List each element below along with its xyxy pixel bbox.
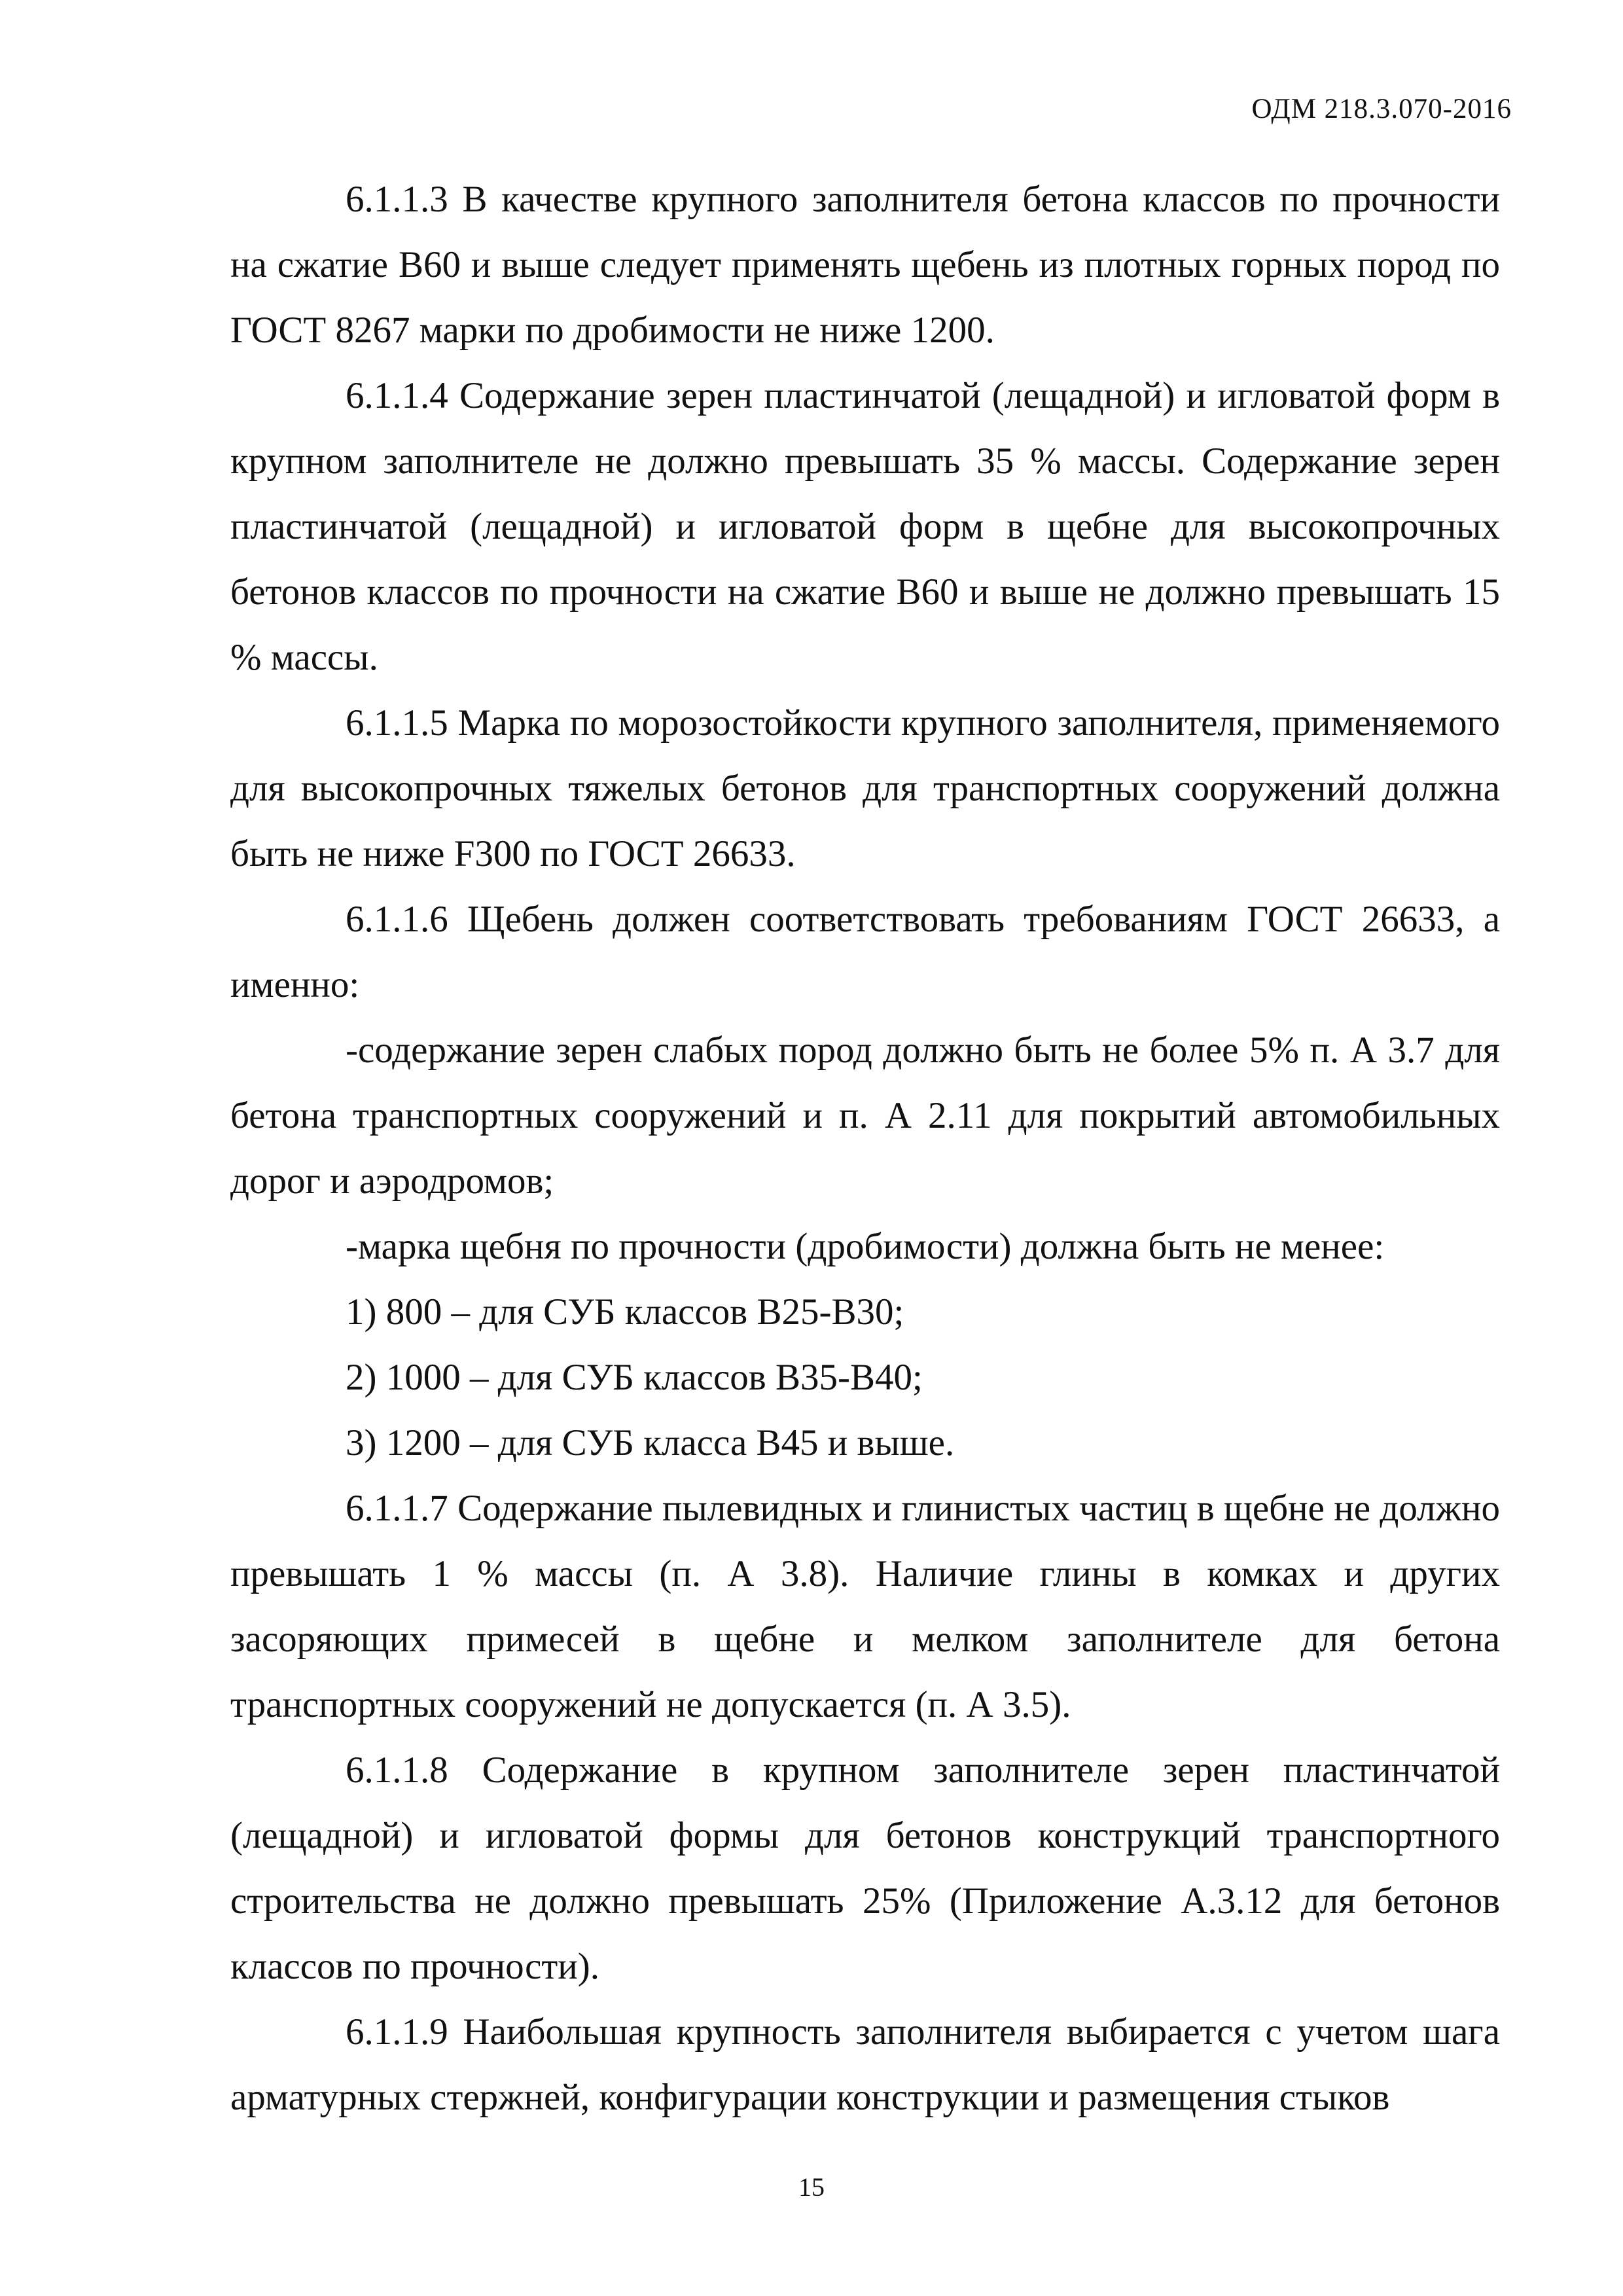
paragraph-6-1-1-8: 6.1.1.8 Содержание в крупном заполнителе зерен пластинчатой (лещадной) и игловатой формы для бетонов конструкций транспортного строительства не должно превышать 25% (Приложение А.3.12 для бетонов классов по прочности). — [230, 1749, 1500, 1987]
paragraph-6-1-1-5: 6.1.1.5 Марка по морозостойкости крупного заполнителя, применяемого для высокопрочных тяжелых бетонов для транспортных сооружений должна быть не ниже F300 по ГОСТ 26633. — [230, 702, 1500, 874]
document-code-header: ОДМ 218.3.070-2016 — [1251, 94, 1512, 124]
paragraph-6-1-1-7: 6.1.1.7 Содержание пылевидных и глинистых частиц в щебне не должно превышать 1 % массы (п. А 3.8). Наличие глины в комках и других засоряющих примесей в щебне и мелком заполнителе для бетона транспортных сооружений не допускается (п. А 3.5). — [230, 1488, 1500, 1725]
strength-grade-intro: -марка щебня по прочности (дробимости) должна быть не менее: — [346, 1226, 1385, 1267]
strength-list-item-3: 3) 1200 – для СУБ класса В45 и выше. — [346, 1422, 955, 1463]
document-body — [230, 167, 1500, 2130]
strength-list-item-1: 1) 800 – для СУБ классов В25-В30; — [346, 1291, 904, 1333]
page-number: 15 — [798, 2172, 825, 2202]
paragraph-6-1-1-9: 6.1.1.9 Наибольшая крупность заполнителя выбирается с учетом шага арматурных стержней, конфигурации конструкции и размещения стыков — [230, 2011, 1500, 2118]
paragraph-6-1-1-4: 6.1.1.4 Содержание зерен пластинчатой (лещадной) и игловатой форм в крупном заполнителе не должно превышать 35 % массы. Содержание зерен пластинчатой (лещадной) и игловатой форм в щебне для высокопрочных бетонов классов по прочности на сжатие В60 и выше не должно превышать 15 % массы. — [230, 375, 1500, 678]
paragraph-6-1-1-6: 6.1.1.6 Щебень должен соответствовать требованиям ГОСТ 26633, а именно: — [230, 899, 1500, 1005]
weak-rock-requirement: -содержание зерен слабых пород должно быть не более 5% п. А 3.7 для бетона транспортных сооружений и п. А 2.11 для покрытий автомобильных дорог и аэродромов; — [230, 1030, 1500, 1202]
strength-list-item-2: 2) 1000 – для СУБ классов В35-В40; — [346, 1357, 923, 1398]
paragraph-6-1-1-3: 6.1.1.3 В качестве крупного заполнителя бетона классов по прочности на сжатие В60 и выше следует применять щебень из плотных горных пород по ГОСТ 8267 марки по дробимости не ниже 1200. — [230, 179, 1500, 351]
